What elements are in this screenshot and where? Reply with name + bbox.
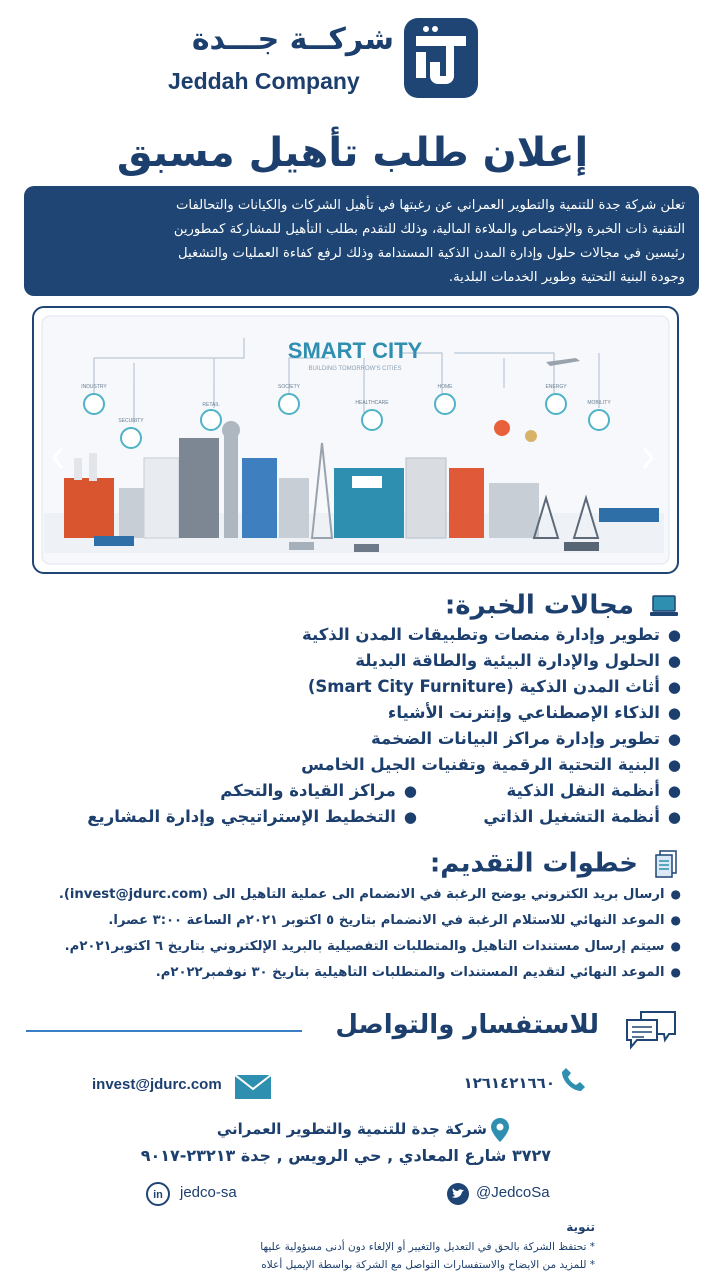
company-full-name: شركة جدة للتنمية والتطوير العمراني <box>216 1120 487 1138</box>
steps-title: خطوات التقديم: <box>429 848 638 879</box>
step-item: ●سيتم إرسال مستندات التأهيل والمتطلبات التفصيلية بالبريد الإلكتروني بتاريخ ٦ اكتوبر٢٠٢١م. <box>64 939 681 954</box>
security-icon <box>118 418 144 448</box>
location-pin-icon <box>490 1117 510 1143</box>
expertise-item: ●أنظمة التشغيل الذاتي <box>483 807 681 826</box>
expertise-item: ●الحلول والإدارة البيئية والطاقة البديلة <box>355 651 681 670</box>
expertise-item: ●أنظمة النقل الذكية <box>506 781 681 800</box>
notes-title: تنوية <box>566 1220 595 1234</box>
banner-title: SMART CITY <box>287 338 423 363</box>
svg-text:INDUSTRY: INDUSTRY <box>81 384 107 390</box>
svg-text:HEALTHCARE: HEALTHCARE <box>355 400 389 406</box>
document-icon <box>653 849 679 879</box>
company-name-arabic: شركــة جـــدة <box>191 22 394 57</box>
expertise-heading <box>445 590 679 621</box>
company-logo <box>0 12 705 108</box>
step-item: ●ارسال بريد الكتروني يوضح الرغبة في الانضمام الى عملية التأهيل الى (invest@jdurc.com). <box>58 887 681 902</box>
smart-city-banner <box>32 306 679 574</box>
intro-box <box>24 186 699 296</box>
step-item: ●الموعد النهائي للاستلام الرغبة في الانضمام بتاريخ ٥ اكتوبر ٢٠٢١م الساعة ٣:٠٠ عصراً. <box>108 913 681 928</box>
retail-icon <box>201 402 221 430</box>
expertise-item: ●البنية التحتية الرقمية وتقنيات الجيل الخامس <box>301 755 681 774</box>
phone-icon <box>561 1066 585 1092</box>
expertise-item: ●الذكاء الإصطناعي وإنترنت الأشياء <box>387 703 681 722</box>
expertise-item: ●تطوير وإدارة منصات وتطبيقات المدن الذكية <box>301 625 681 644</box>
company-address: ٣٧٢٧ شارع المعادي , حي الرويس , جدة ٢٣٢١٣-٩٠١٧ <box>140 1146 551 1165</box>
svg-text:HOME: HOME <box>437 384 453 390</box>
linkedin-icon <box>146 1182 170 1206</box>
expertise-item: ●تطوير وإدارة مراكز البيانات الضخمة <box>371 729 681 748</box>
banner-subtitle: BUILDING TOMORROW'S CITIES <box>308 366 402 372</box>
note-item: * تحتفظ الشركة بالحق في التعديل والتغيير أو الإلغاء دون أدنى مسؤولية عليها <box>260 1241 595 1253</box>
intro-line: رئيسين في مجالات حلول وإدارة المدن الذكية المستدامة وذلك لرفع كفاءة العمليات والتشغيل <box>178 246 685 261</box>
phone-number[interactable]: ١٢٦١٤٢١٦٦٠ <box>463 1074 555 1092</box>
chat-icon <box>625 1010 677 1050</box>
intro-line: وجودة البنية التحتية وطوير الخدمات البلدية. <box>448 270 685 285</box>
expertise-item: ●مراكز القيادة والتحكم <box>220 781 417 800</box>
intro-line: تعلن شركة جدة للتنمية والتطوير العمراني عن رغبتها في تأهيل الشركات والكيانات والتحالفات <box>176 198 685 213</box>
svg-text:SECURITY: SECURITY <box>118 418 144 424</box>
intro-line: التقنية ذات الخبرة والإختصاص والملاءة المالية، وذلك للتقدم بطلب التأهيل للمشاركة كمطورين <box>173 222 685 237</box>
contact-divider <box>26 1030 302 1032</box>
energy-icon <box>545 384 567 414</box>
email-icon <box>234 1074 272 1100</box>
svg-text:ENERGY: ENERGY <box>545 384 567 390</box>
svg-text:SOCIETY: SOCIETY <box>278 384 300 390</box>
laptop-icon <box>649 594 679 618</box>
industry-icon <box>81 384 107 414</box>
steps-heading <box>430 848 679 879</box>
expertise-item: ●أثاث المدن الذكية (Smart City Furniture) <box>307 677 681 696</box>
home-icon <box>435 384 455 414</box>
contact-title: للاستفسار والتواصل <box>335 1010 599 1040</box>
jeddah-logo-icon <box>402 16 480 100</box>
step-item: ●الموعد النهائي لتقديم المستندات والمتطلبات التأهيلية بتاريخ ٣٠ نوفمبر٢٠٢٢م. <box>155 965 681 980</box>
twitter-icon <box>446 1182 470 1206</box>
expertise-item: ●التخطيط الإستراتيجي وإدارة المشاريع <box>87 807 417 826</box>
twitter-handle[interactable]: @JedcoSa <box>476 1184 550 1201</box>
company-name-english: Jeddah Company <box>168 68 360 94</box>
svg-text:MOBILITY: MOBILITY <box>587 400 611 406</box>
email-address[interactable]: invest@jdurc.com <box>92 1076 222 1093</box>
expertise-title: مجالات الخبرة: <box>444 590 634 621</box>
svg-text:in: in <box>153 1189 163 1201</box>
svg-text:RETAIL: RETAIL <box>202 402 220 408</box>
society-icon <box>278 384 301 414</box>
linkedin-handle[interactable]: jedco-sa <box>180 1184 237 1201</box>
smart-city-illustration <box>34 308 677 572</box>
mobility-icon <box>587 400 611 430</box>
note-item: * للمزيد من الايضاح والاستفسارات التواصل مع الشركة بواسطة الإيميل أعلاه <box>261 1259 595 1271</box>
page-title: إعلان طلب تأهيل مسبق <box>116 130 589 176</box>
